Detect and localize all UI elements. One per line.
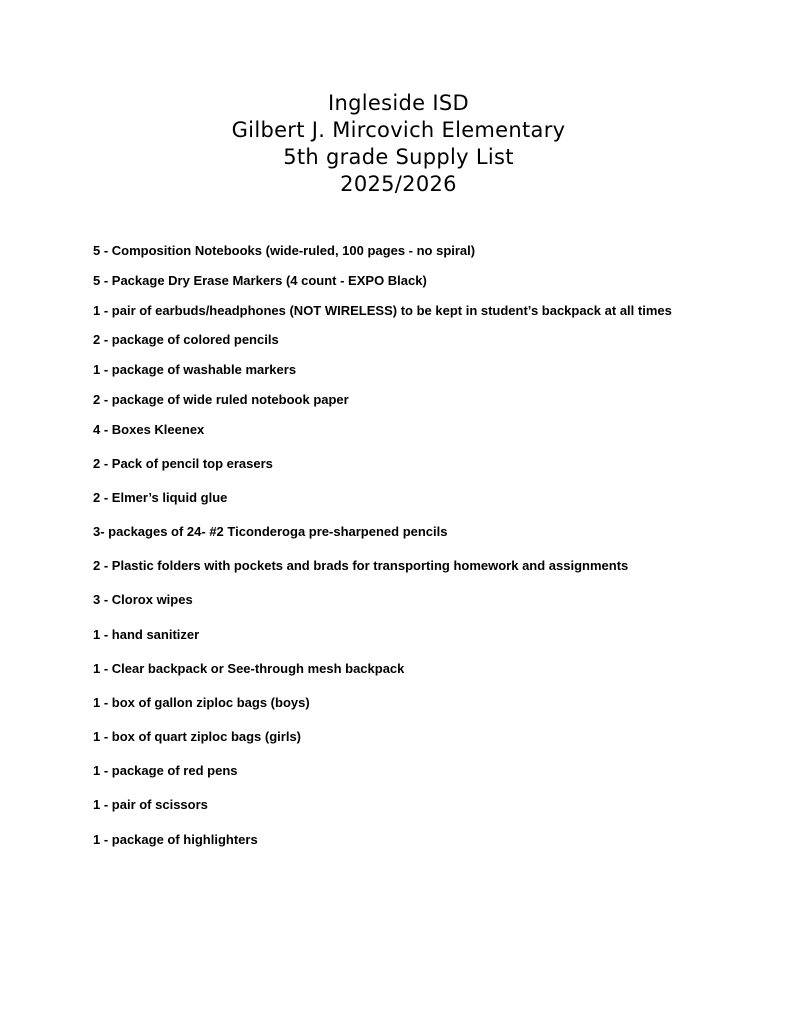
list-title: 5th grade Supply List — [283, 145, 514, 169]
supply-item-pencils: 3- packages of 24- #2 Ticonderoga pre-sharpened pencils — [93, 524, 448, 539]
supply-item-glue: 2 - Elmer’s liquid glue — [93, 490, 228, 505]
supply-item-colored-pencils: 2 - package of colored pencils — [93, 332, 279, 347]
supply-item-earbuds: 1 - pair of earbuds/headphones (NOT WIRELESS) to be kept in student’s backpack at all times — [93, 303, 672, 318]
supply-item-scissors: 1 - pair of scissors — [93, 797, 208, 812]
school-name: Gilbert J. Mircovich Elementary — [231, 118, 566, 142]
supply-item-composition-notebooks: 5 - Composition Notebooks (wide-ruled, 100 pages - no spiral) — [93, 243, 476, 258]
supply-item-quart-ziploc: 1 - box of quart ziploc bags (girls) — [93, 729, 302, 744]
supply-item-erasers: 2 - Pack of pencil top erasers — [93, 456, 273, 471]
supply-item-backpack: 1 - Clear backpack or See-through mesh backpack — [93, 661, 405, 676]
school-year: 2025/2026 — [340, 172, 457, 196]
supply-item-dry-erase-markers: 5 - Package Dry Erase Markers (4 count - EXPO Black) — [93, 273, 427, 288]
document-header — [0, 90, 791, 198]
supply-item-notebook-paper: 2 - package of wide ruled notebook paper — [93, 392, 349, 407]
district-name: Ingleside ISD — [328, 91, 469, 115]
supply-item-plastic-folders: 2 - Plastic folders with pockets and brads for transporting homework and assignments — [93, 558, 629, 573]
supply-item-gallon-ziploc: 1 - box of gallon ziploc bags (boys) — [93, 695, 310, 710]
supply-item-kleenex: 4 - Boxes Kleenex — [93, 422, 205, 437]
supply-item-highlighters: 1 - package of highlighters — [93, 832, 258, 847]
supply-item-hand-sanitizer: 1 - hand sanitizer — [93, 627, 200, 642]
supply-item-clorox-wipes: 3 - Clorox wipes — [93, 592, 193, 607]
supply-item-red-pens: 1 - package of red pens — [93, 763, 238, 778]
supply-item-washable-markers: 1 - package of washable markers — [93, 362, 297, 377]
